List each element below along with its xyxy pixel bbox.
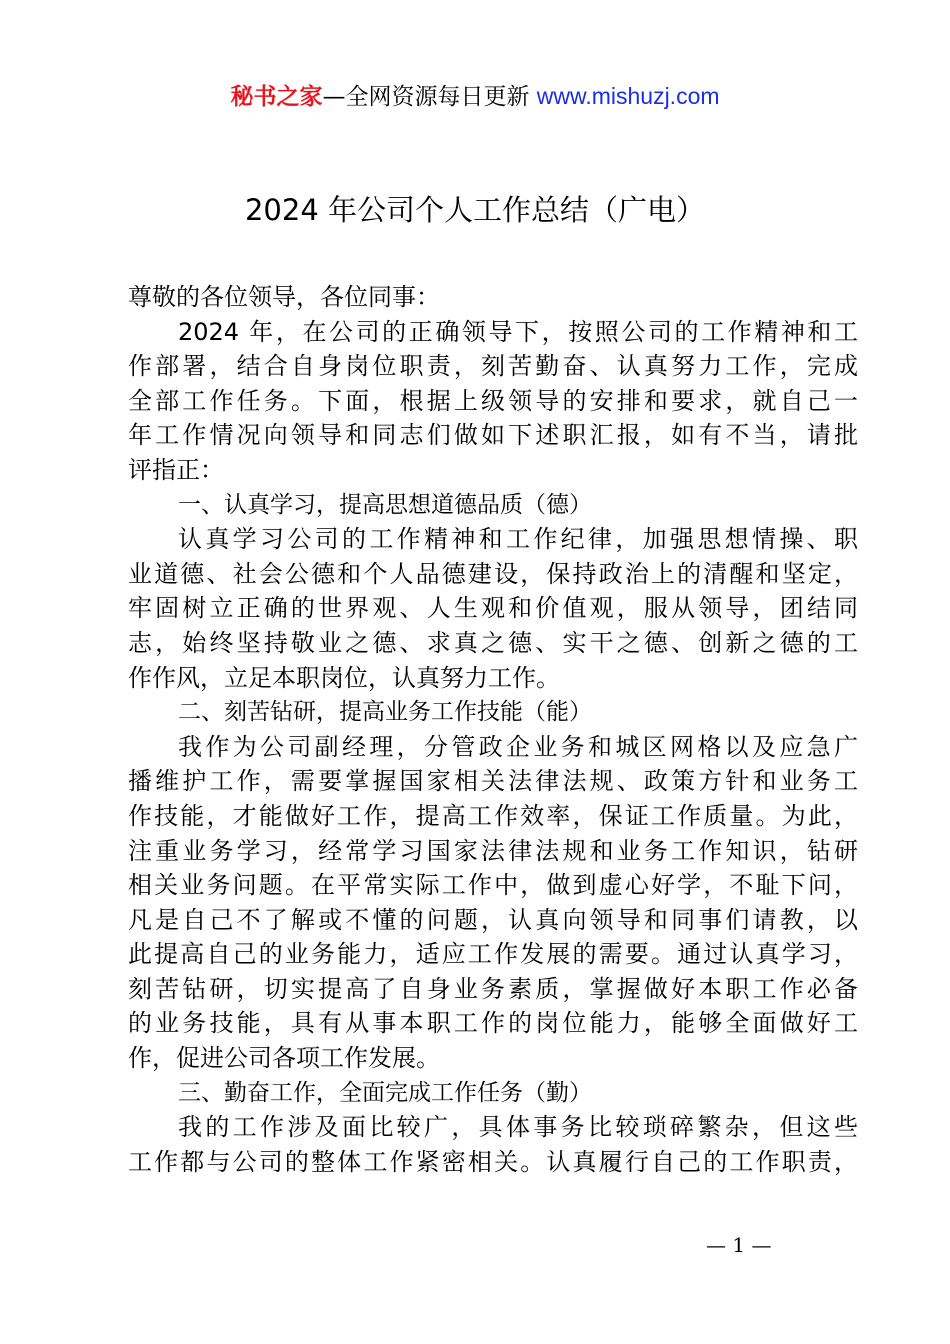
paragraph-line: 年工作情况向领导和同志们做如下述职汇报，如有不当，请批 (128, 421, 858, 450)
section-heading-2: 二、刻苦钻研，提高业务工作技能（能） (178, 699, 592, 726)
paragraph-line: 业道德、社会公德和个人品德建设，保持政治上的清醒和坚定， (128, 559, 858, 588)
paragraph-line: 此提高自己的业务能力，适应工作发展的需要。通过认真学习， (128, 940, 858, 969)
paragraph-line: 作作风，立足本职岗位，认真努力工作。 (128, 663, 560, 692)
paragraph-line: 牢固树立正确的世界观、人生观和价值观，服从领导，团结同 (128, 594, 858, 623)
paragraph-line: 刻苦钻研，切实提高了自身业务素质，掌握做好本职工作必备 (128, 974, 858, 1003)
paragraph-line: 播维护工作，需要掌握国家相关法律法规、政策方针和业务工 (128, 767, 858, 796)
paragraph-line: 相关业务问题。在平常实际工作中，做到虚心好学，不耻下问， (128, 871, 858, 900)
page-number: — 1 — (706, 1233, 772, 1257)
paragraph-line: 凡是自己不了解或不懂的问题，认真向领导和同事们请教，以 (128, 905, 858, 934)
document-title: 2024 年公司个人工作总结（广电） (244, 193, 706, 227)
document-body (128, 280, 858, 1179)
paragraph-line: 评指正： (128, 455, 224, 484)
paragraph-line: 志，始终坚持敬业之德、求真之德、实干之德、创新之德的工 (128, 628, 858, 657)
paragraph-line: 注重业务学习，经常学习国家法律法规和业务工作知识，钻研 (128, 836, 858, 865)
site-url[interactable]: www.mishuzj.com (536, 83, 720, 109)
paragraph-line: 全部工作任务。下面，根据上级领导的安排和要求，就自己一 (128, 386, 858, 415)
paragraph-line: 工作都与公司的整体工作紧密相关。认真履行自己的工作职责， (128, 1147, 858, 1176)
paragraph-line: 我作为公司副经理，分管政企业务和城区网格以及应急广 (178, 732, 858, 761)
paragraph-line: 认真学习公司的工作精神和工作纪律，加强思想情操、职 (178, 525, 858, 554)
section-heading-1: 一、认真学习，提高思想道德品质（德） (178, 491, 592, 518)
salutation: 尊敬的各位领导，各位同事： (128, 283, 440, 311)
paragraph-line: 作，促进公司各项工作发展。 (128, 1044, 440, 1073)
site-header (0, 80, 950, 113)
brand-name: 秘书之家 (230, 84, 323, 110)
paragraph-line: 的业务技能，具有从事本职工作的岗位能力，能够全面做好工 (128, 1009, 858, 1038)
paragraph-line: 作技能，才能做好工作，提高工作效率，保证工作质量。为此， (128, 801, 858, 830)
paragraph-line: 2024 年，在公司的正确领导下，按照公司的工作精神和工 (178, 317, 858, 346)
section-heading-3: 三、勤奋工作，全面完成工作任务（勤） (178, 1079, 592, 1106)
paragraph-line: 作部署，结合自身岗位职责，刻苦勤奋、认真努力工作，完成 (128, 352, 858, 381)
paragraph-line: 我的工作涉及面比较广，具体事务比较琐碎繁杂，但这些 (178, 1113, 858, 1142)
header-tagline: —全网资源每日更新 (322, 84, 537, 110)
